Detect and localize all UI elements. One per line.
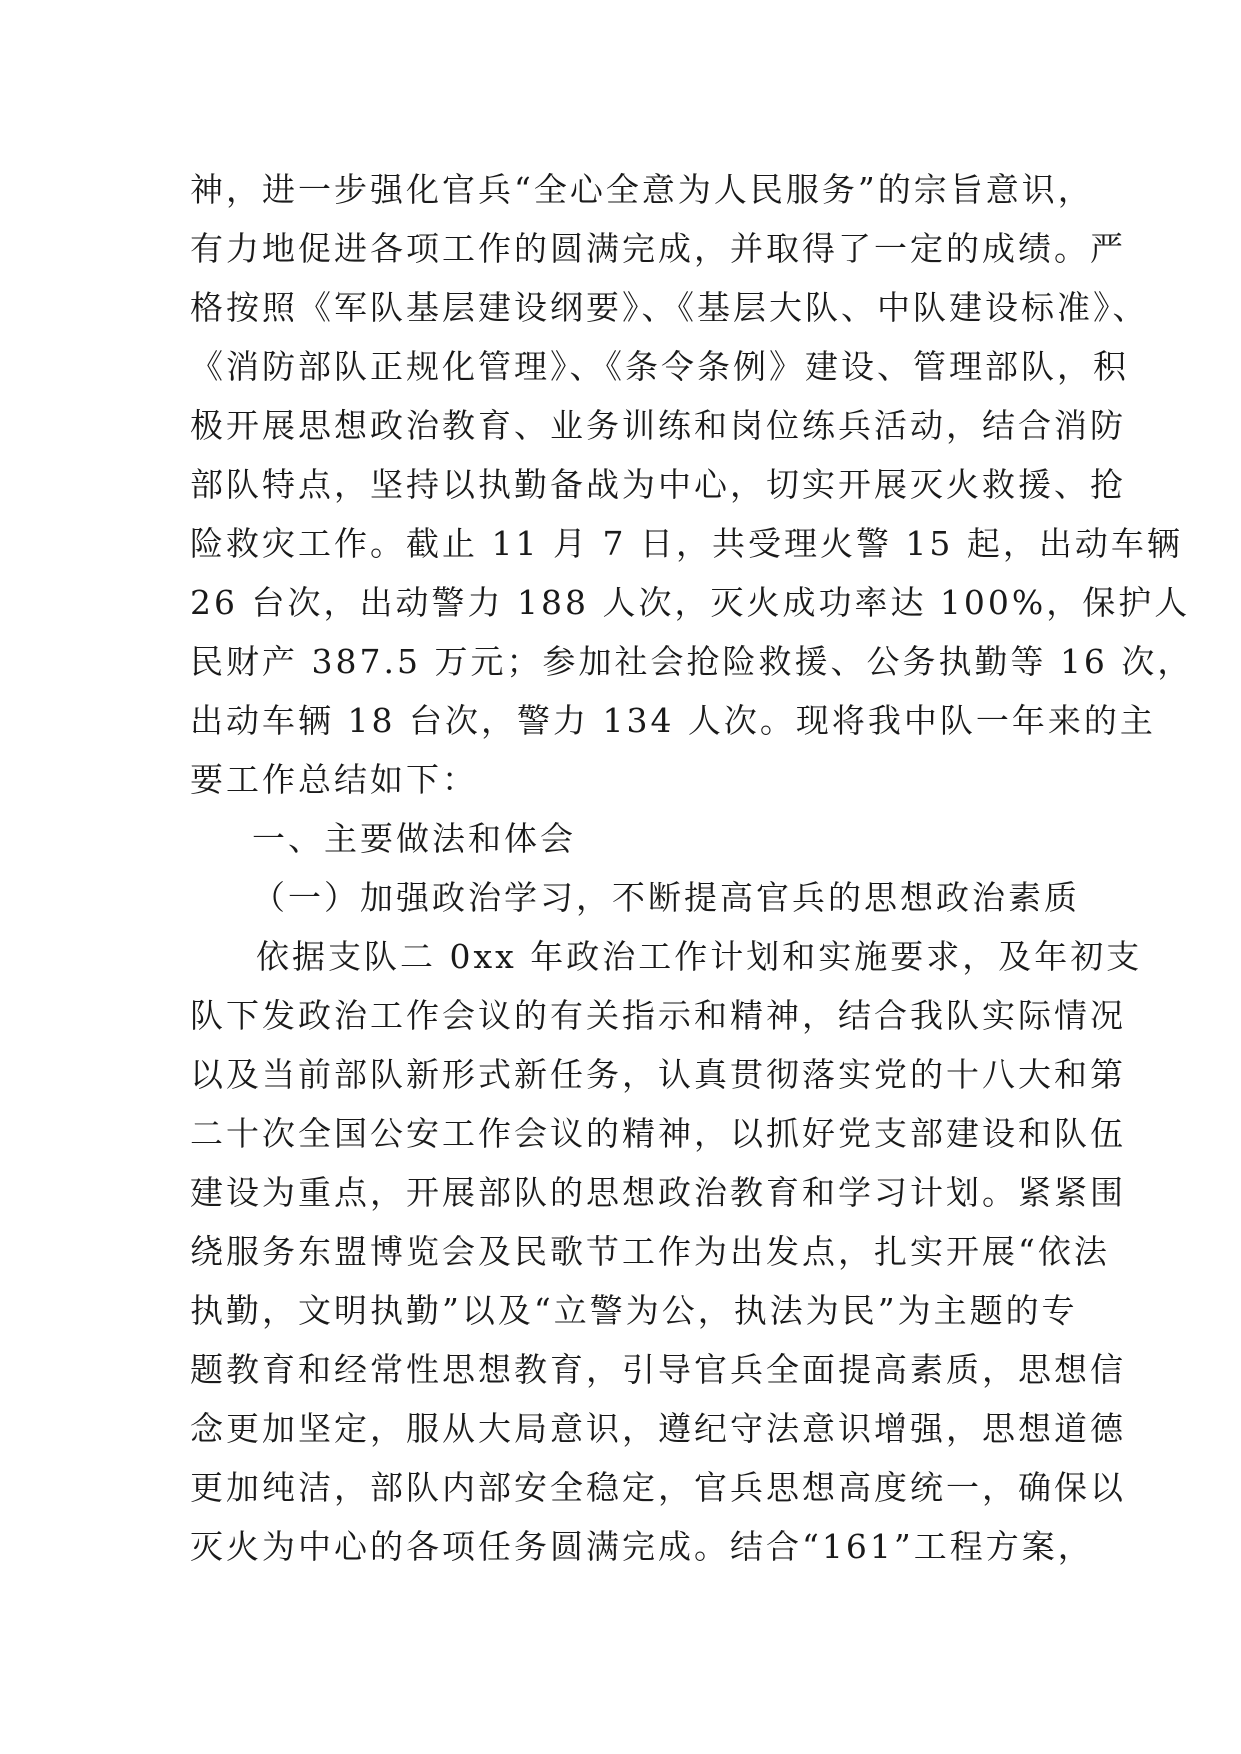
paragraph-line: 《消防部队正规化管理》、《条令条例》建设、管理部队，积	[190, 347, 1129, 386]
subsection-heading: （一）加强政治学习，不断提高官兵的思想政治素质	[252, 878, 1080, 917]
paragraph-line: 要工作总结如下：	[190, 760, 478, 799]
paragraph-line: 民财产 387.5 万元；参加社会抢险救援、公务执勤等 16 次，	[190, 642, 1194, 681]
paragraph-line: 险救灾工作。截止 11 月 7 日，共受理火警 15 起，出动车辆	[190, 524, 1183, 563]
paragraph-line: 部队特点，坚持以执勤备战为中心，切实开展灭火救援、抢	[190, 465, 1126, 504]
paragraph-line: 极开展思想政治教育、业务训练和岗位练兵活动，结合消防	[190, 406, 1126, 445]
paragraph-line: 题教育和经常性思想教育，引导官兵全面提高素质，思想信	[190, 1350, 1126, 1389]
paragraph-line: 依据支队二 0xx 年政治工作计划和实施要求，及年初支	[256, 937, 1143, 976]
paragraph-line: 灭火为中心的各项任务圆满完成。结合“161”工程方案，	[190, 1527, 1094, 1566]
paragraph-line: 二十次全国公安工作会议的精神，以抓好党支部建设和队伍	[190, 1114, 1126, 1153]
paragraph-line: 以及当前部队新形式新任务，认真贯彻落实党的十八大和第	[190, 1055, 1126, 1094]
document-body	[190, 160, 1194, 1576]
paragraph-line: 神，进一步强化官兵“全心全意为人民服务”的宗旨意识，	[190, 170, 1094, 209]
paragraph-line: 执勤，文明执勤”以及“立警为公，执法为民”为主题的专	[190, 1291, 1078, 1330]
paragraph-line: 格按照《军队基层建设纲要》、《基层大队、中队建设标准》、	[190, 288, 1149, 327]
paragraph-line: 有力地促进各项工作的圆满完成，并取得了一定的成绩。严	[190, 229, 1126, 268]
paragraph-line: 26 台次，出动警力 188 人次，灭火成功率达 100%，保护人	[190, 583, 1191, 622]
paragraph-line: 出动车辆 18 台次，警力 134 人次。现将我中队一年来的主	[190, 701, 1156, 740]
paragraph-line: 绕服务东盟博览会及民歌节工作为出发点，扎实开展“依法	[190, 1232, 1110, 1271]
section-heading: 一、主要做法和体会	[252, 819, 576, 858]
paragraph-line: 更加纯洁，部队内部安全稳定，官兵思想高度统一，确保以	[190, 1468, 1126, 1507]
paragraph-line: 念更加坚定，服从大局意识，遵纪守法意识增强，思想道德	[190, 1409, 1126, 1448]
paragraph-2	[190, 927, 1143, 1576]
paragraph-1	[190, 160, 1194, 809]
paragraph-line: 建设为重点，开展部队的思想政治教育和学习计划。紧紧围	[190, 1173, 1126, 1212]
paragraph-line: 队下发政治工作会议的有关指示和精神，结合我队实际情况	[190, 996, 1126, 1035]
